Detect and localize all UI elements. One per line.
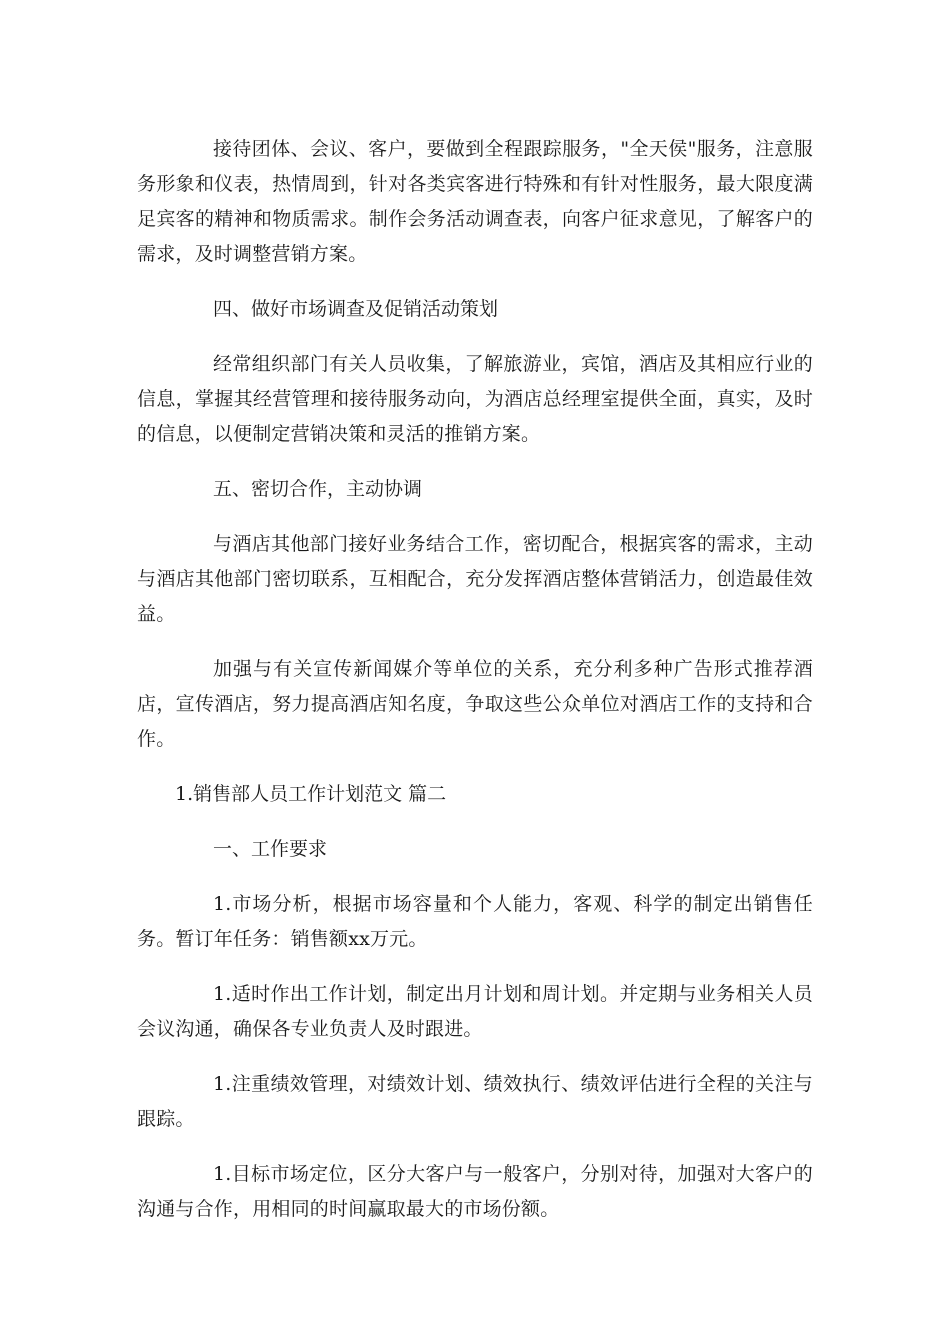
paragraph-reception-service: 接待团体、会议、客户，要做到全程跟踪服务，"全天侯"服务，注意服务形象和仪表，热情周到，针对各类宾客进行特殊和有针对性服务，最大限度满足宾客的精神和物质需求。制作会务活动调查表，向客户征求意见，了解客户的需求，及时调整营销方案。 — [137, 138, 813, 265]
heading-cooperation: 五、密切合作，主动协调 — [213, 478, 423, 500]
paragraph-performance-management: 1.注重绩效管理，对绩效计划、绩效执行、绩效评估进行全程的关注与跟踪。 — [137, 1073, 813, 1130]
section-title-part-two: 1.销售部人员工作计划范文 篇二 — [175, 783, 447, 805]
paragraph-department-cooperation: 与酒店其他部门接好业务结合工作，密切配合，根据宾客的需求，主动与酒店其他部门密切联系，互相配合，充分发挥酒店整体营销活力，创造最佳效益。 — [137, 533, 813, 625]
heading-work-requirements: 一、工作要求 — [213, 838, 328, 860]
paragraph-information-collection: 经常组织部门有关人员收集，了解旅游业，宾馆，酒店及其相应行业的信息，掌握其经营管理和接待服务动向，为酒店总经理室提供全面，真实，及时的信息，以便制定营销决策和灵活的推销方案。 — [137, 353, 813, 445]
paragraph-market-analysis: 1.市场分析，根据市场容量和个人能力，客观、科学的制定出销售任务。暂订年任务：销售额xx万元。 — [137, 893, 813, 950]
paragraph-work-plan: 1.适时作出工作计划，制定出月计划和周计划。并定期与业务相关人员会议沟通，确保各专业负责人及时跟进。 — [137, 983, 813, 1040]
paragraph-media-relations: 加强与有关宣传新闻媒介等单位的关系，充分利多种广告形式推荐酒店，宣传酒店，努力提高酒店知名度，争取这些公众单位对酒店工作的支持和合作。 — [137, 658, 813, 750]
paragraph-target-market: 1.目标市场定位，区分大客户与一般客户，分别对待，加强对大客户的沟通与合作，用相同的时间赢取最大的市场份额。 — [137, 1163, 813, 1220]
document-body — [137, 132, 813, 1247]
heading-market-research: 四、做好市场调查及促销活动策划 — [213, 298, 499, 320]
